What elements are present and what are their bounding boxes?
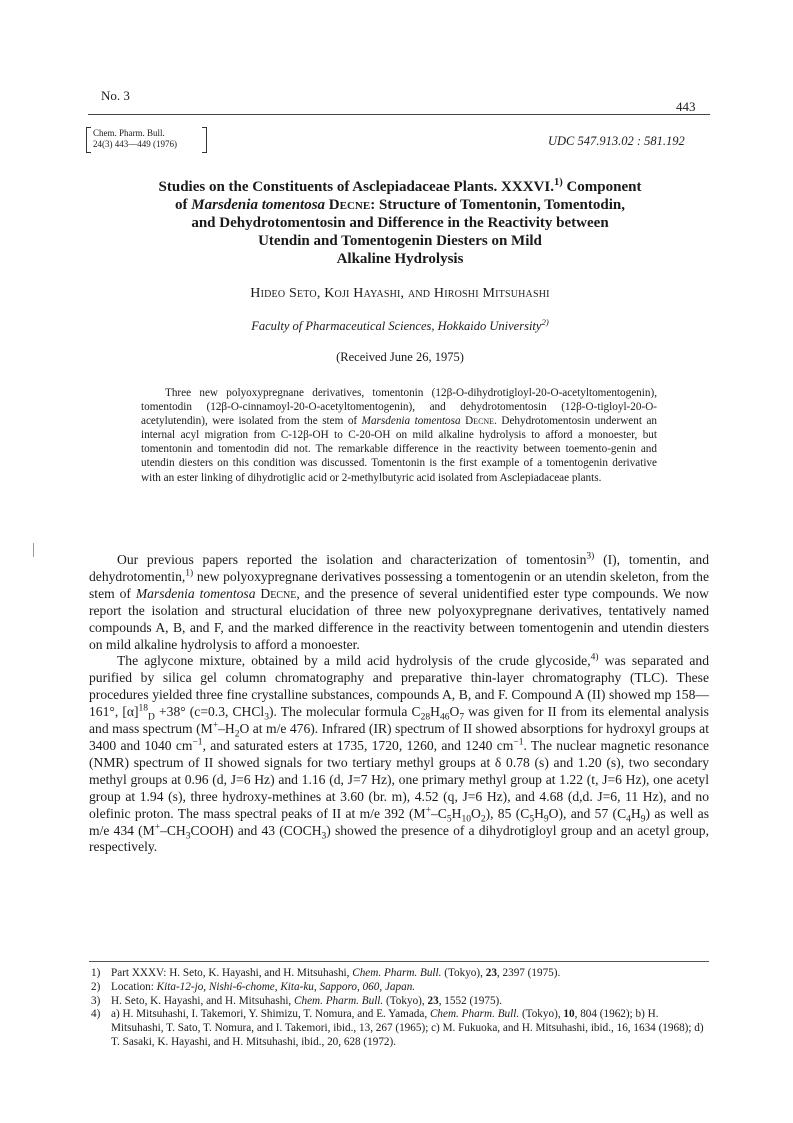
title-line-5: Alkaline Hydrolysis <box>336 251 464 267</box>
footnote-ref-4: 4) <box>590 652 599 663</box>
title-line-2: of Marsdenia tomentosa Decne: Structure of Tomentonin, Tomentodin, <box>175 197 625 213</box>
body-paragraph-2: The aglycone mixture, obtained by a mild acid hydrolysis of the crude glycoside,$^{4)}$ was separated and purified by silica gel column chromatography and preparative thin-layer chromatography (TLC). These procedures yielded three fine crystalline substances, compounds A, B, and F. Compound A (II) showed mp 158—161°, $[\alpha]^{18}_D +38^\circ$ (c=0.3, CHCl$_3$). The molecular formula $C_{28}H_{46}O_7$ was given for II from its elemental analysis and mass spectrum ($M^+-H_2O$ at m/e 476). Infrared (IR) spectrum of II showed absorptions for hydroxyl groups at 3400 and 1040 $cm^{-1}$, and saturated esters at 1735, 1720, 1260, and 1240 $cm^{-1}$. The nuclear magnetic resonance (NMR) spectrum of II showed signals for two tertiary methyl groups at δ 0.78 (s) and 1.20 (s), two secondary methyl groups at 0.96 (d, J=6 Hz) and 1.16 (d, J=7 Hz), one primary methyl group at 1.22 (t, J=6 Hz), one acetyl group at 1.94 (s), three hydroxy-methines at 3.60 (br. m), 4.52 (q, J=6 Hz), and 4.68 (d,d. J=6, 11 Hz), and no olefinic proton. The mass spectral peaks of II at m/e 392 $(M^+-C_5H_{10}O_2)$, 85 $(C_5H_9O)$, and 57 $(C_4H_9)$ as well as m/e 434 $(M^+-CH_3COOH)$ and 43 $(COCH_3)$ showed the presence of a dihydrotigloyl group and an acetyl group, respectively. <box>89 652 710 855</box>
title-species-authority: Decne <box>325 197 371 213</box>
footnote-ref-3: 3) <box>586 551 595 562</box>
affiliation: Faculty of Pharmaceutical Sciences, Hokkaido University$^{2)}$ <box>251 316 549 333</box>
received-date: (Received June 26, 1975) <box>336 350 464 364</box>
udc-classification: UDC 547.913.02 : 581.192 <box>548 134 685 148</box>
title-line-3: and Dehydrotomentosin and Difference in the Reactivity between <box>191 215 609 231</box>
title-footnote-ref: 1) <box>553 177 563 188</box>
citation-bracket-left <box>86 127 91 153</box>
abstract-species: Marsdenia tomentosa <box>361 415 461 428</box>
paper-title <box>110 178 690 268</box>
body-species: Marsdenia tomentosa <box>135 585 256 601</box>
body-species-authority: Decne <box>255 585 297 601</box>
title-species: Marsdenia tomentosa <box>191 197 326 213</box>
abstract-paragraph: Three new polyoxypregnane derivatives, tomentonin (12β-O-dihydrotigloyl-20-O-acetyltomentogenin), tomentodin (12β-O-cinnamoyl-20-O-acetyltomentogenin), and dehydrotomentosin (12β-O-tigloyl-20-O-acetylutendin), were isolated from the stem of Marsdenia tomentosa Decne. Dehydrotomentosin underwent an internal acyl migration from C-12β-OH to C-20-OH on mild alkaline hydrolysis to afford a monoester, but tomentonin and tomentodin did not. The remarkable difference in the reactivity between toemento-genin and utendin diesters on this condition was discussed. Tomentonin is the first example of a tomentogenin derivative with an ester linking of dihydrotiglic acid or 2-methylbutyric acid isolated from Asclepiadaceae plants. <box>141 387 658 484</box>
citation-volume: 24(3) 443—449 (1976) <box>93 139 177 149</box>
footnote-1: 1) Part XXXV: H. Seto, K. Hayashi, and H. Mitsuhashi, Chem. Pharm. Bull. (Tokyo), 23, 2397 (1975). <box>91 967 561 979</box>
issue-number: No. 3 <box>101 88 130 103</box>
page-number: 443 <box>676 99 696 114</box>
body-paragraph-1: Our previous papers reported the isolation and characterization of tomentosin$^{3)}$ (I), tomentin, and dehydrotomentin,$^{1)}$ new polyoxypregnane derivatives possessing a tomentogenin or an utendin skeleton, from the stem of Marsdenia tomentosa Decne, and the presence of several unidentified ester type compounds. We now report the isolation and structural elucidation of three new polyoxypregnane derivatives, tentatively named compounds A, B, and F, and the marked difference in the reactivity between tomentogenin and utendin diesters on mild alkaline hydrolysis to afford a monoester. <box>89 551 710 652</box>
footnote-2: 2) Location: Kita-12-jo, Nishi-6-chome, Kita-ku, Sapporo, 060, Japan. <box>91 980 416 993</box>
citation-box <box>86 127 226 153</box>
citation-bracket-right <box>202 127 207 153</box>
footnote-3: 3) H. Seto, K. Hayashi, and H. Mitsuhashi, Chem. Pharm. Bull. (Tokyo), 23, 1552 (1975). <box>91 994 503 1007</box>
title-line-4: Utendin and Tomentogenin Diesters on Mild <box>258 233 542 249</box>
author-list: Hideo Seto, Koji Hayashi, and Hiroshi Mitsuhashi <box>250 286 550 301</box>
footnote-rule <box>89 961 709 962</box>
abstract-species-authority: Decne <box>460 415 495 428</box>
header-rule <box>88 114 710 115</box>
margin-mark <box>33 543 34 557</box>
footnotes <box>89 967 709 1050</box>
footnote-4: 4) a) H. Mitsuhashi, I. Takemori, Y. Shimizu, T. Nomura, and E. Yamada, Chem. Pharm. Bull. (Tokyo), 10, 804 (1962); b) H. Mitsuhashi, T. Sato, T. Nomura, and I. Takemori, ibid., 13, 267 (1965); c) M. Fukuoka, and H. Mitsuhashi, ibid., 16, 1634 (1968); d) T. Sasaki, K. Hayashi, and H. Mitsuhashi, ibid., 20, 628 (1972). <box>91 1008 704 1048</box>
citation-journal: Chem. Pharm. Bull. <box>93 128 165 138</box>
title-line-1: Studies on the Constituents of Asclepiadaceae Plants. XXXVI.$^{1)}$ Component <box>158 177 642 195</box>
body-text <box>89 552 709 856</box>
affiliation-footnote-ref: 2) <box>541 316 549 327</box>
footnote-ref-1: 1) <box>185 568 194 579</box>
abstract <box>141 386 657 485</box>
